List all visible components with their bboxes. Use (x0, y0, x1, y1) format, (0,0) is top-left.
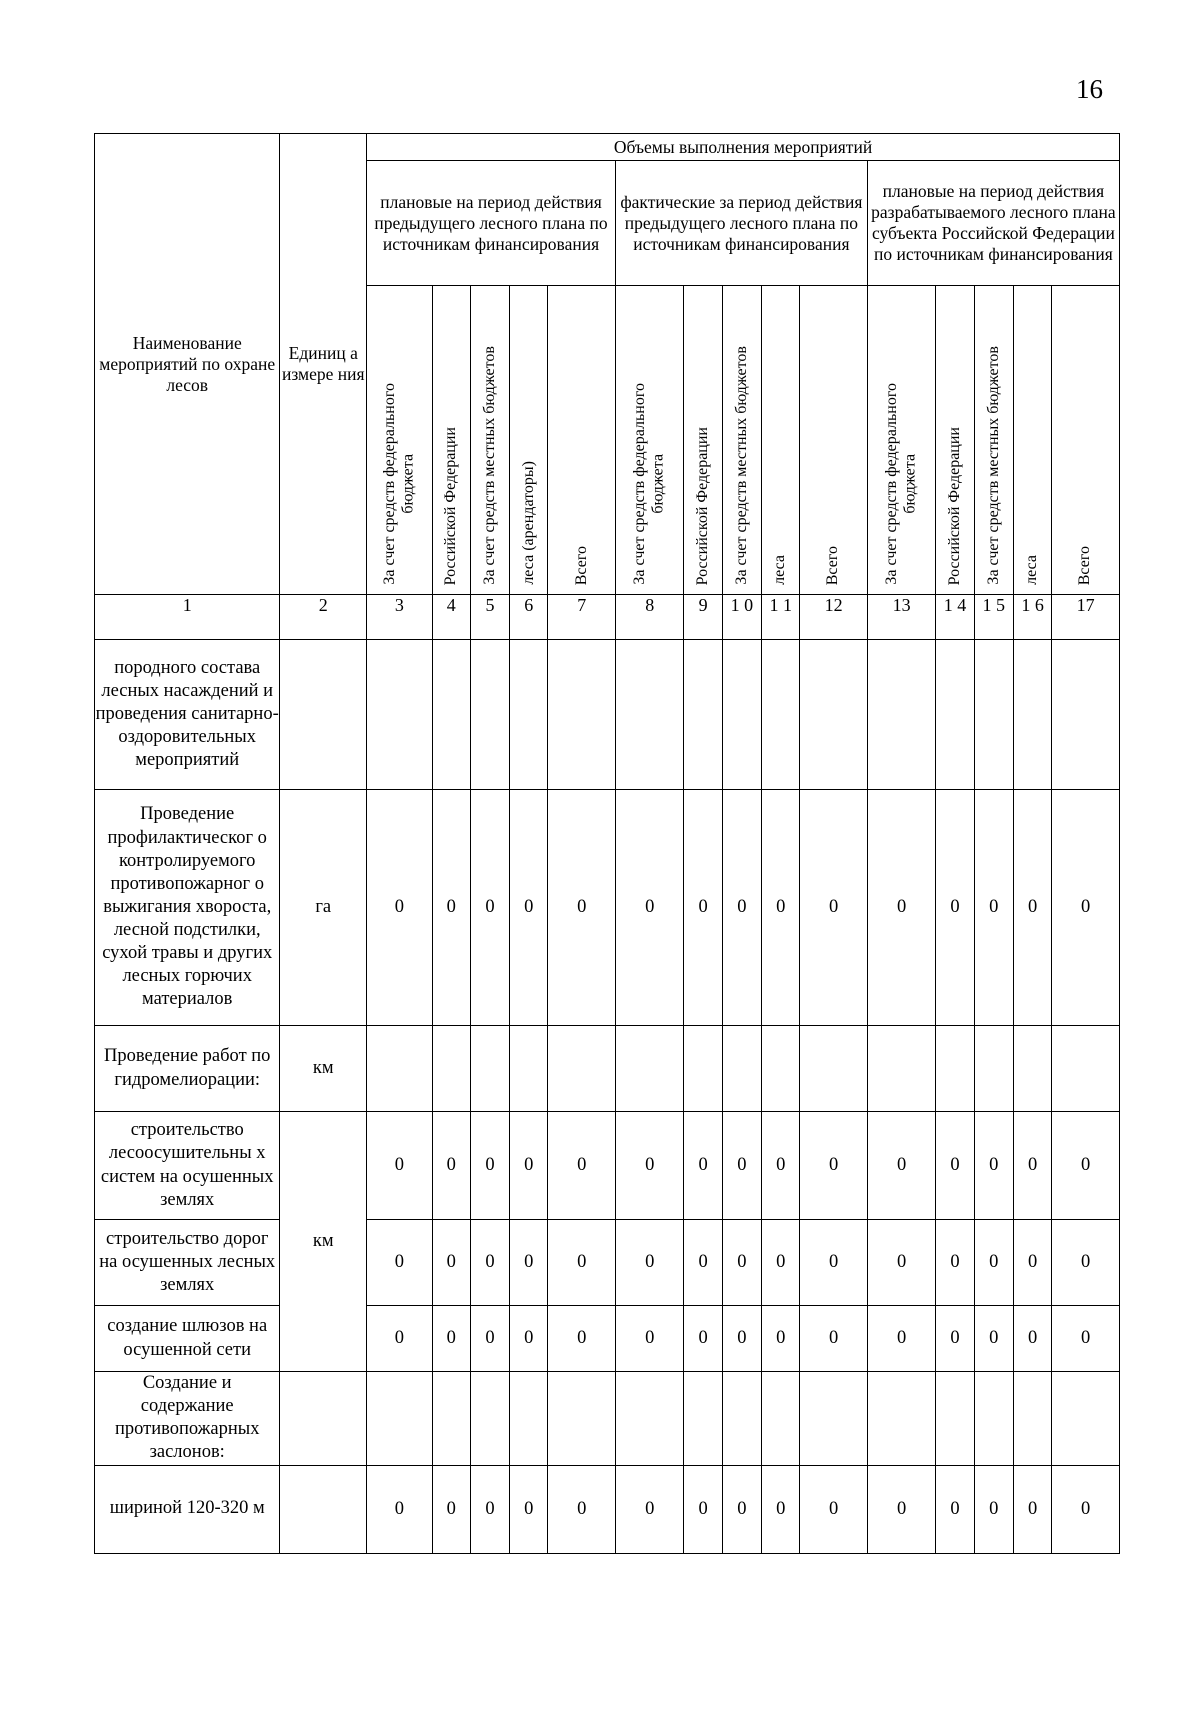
value-cell (432, 1026, 470, 1112)
subheader-line: Российской Федерации (442, 426, 460, 585)
column-number: 1 1 (762, 595, 800, 640)
column-number: 9 (684, 595, 722, 640)
value-cell: 0 (684, 1306, 722, 1372)
subheader-cell (432, 286, 470, 595)
value-cell (367, 1372, 433, 1466)
value-cell: 0 (470, 1220, 509, 1306)
value-cell: 0 (548, 1220, 616, 1306)
column-number: 4 (432, 595, 470, 640)
table-row (95, 1026, 1120, 1112)
value-cell: 0 (367, 1220, 433, 1306)
value-cell: 0 (1013, 1465, 1051, 1553)
value-cell: 0 (867, 790, 936, 1026)
subheader-line: бюджета (399, 454, 417, 515)
value-cell: 0 (974, 1465, 1013, 1553)
value-cell: 0 (367, 1306, 433, 1372)
column-number: 1 (95, 595, 280, 640)
value-cell (1052, 1372, 1120, 1466)
value-cell: 0 (470, 1306, 509, 1372)
subheader-label (733, 346, 751, 585)
value-cell: 0 (548, 790, 616, 1026)
subheader-line: Всего (572, 545, 590, 585)
column-number: 1 6 (1013, 595, 1051, 640)
value-cell: 0 (936, 1306, 974, 1372)
value-cell: 0 (936, 1112, 974, 1220)
value-cell: 0 (800, 1465, 868, 1553)
value-cell: 0 (974, 1306, 1013, 1372)
subheader-label (1076, 546, 1094, 585)
table-row (95, 790, 1120, 1026)
subheader-line: Российской Федерации (945, 426, 963, 585)
value-cell (1013, 1026, 1051, 1112)
unit-cell (280, 1372, 367, 1466)
value-cell (762, 1026, 800, 1112)
subheader-label (1023, 555, 1041, 585)
value-cell (684, 1026, 722, 1112)
subheader-line: Всего (1076, 545, 1094, 585)
value-cell (1052, 640, 1120, 790)
forest-protection-table (94, 133, 1120, 1554)
value-cell (800, 1026, 868, 1112)
subheader-label (694, 427, 712, 585)
value-cell: 0 (684, 1112, 722, 1220)
table-row (95, 640, 1120, 790)
subheader-line: леса (арендаторы) (519, 461, 537, 585)
value-cell: 0 (684, 1220, 722, 1306)
value-cell: 0 (684, 790, 722, 1026)
subheader-line: За счет средств федерального (631, 383, 649, 585)
value-cell (470, 1026, 509, 1112)
header-group-planned-previous: плановые на период действия предыдущего лесного плана по источникам финансирования (367, 161, 616, 286)
value-cell: 0 (548, 1112, 616, 1220)
column-number: 13 (867, 595, 936, 640)
subheader-cell (974, 286, 1013, 595)
value-cell: 0 (936, 1465, 974, 1553)
table-row (95, 1465, 1120, 1553)
value-cell: 0 (800, 1112, 868, 1220)
value-cell (974, 640, 1013, 790)
value-cell: 0 (762, 1465, 800, 1553)
value-cell (615, 1372, 684, 1466)
subheader-cell (722, 286, 761, 595)
value-cell (1013, 640, 1051, 790)
activity-name: Проведение работ по гидромелиорации: (95, 1026, 280, 1112)
subheader-line: За счет средств федерального (883, 383, 901, 585)
value-cell: 0 (800, 790, 868, 1026)
subheader-label (824, 546, 842, 585)
subheader-label (946, 427, 964, 585)
column-number: 3 (367, 595, 433, 640)
subheader-label (573, 546, 591, 585)
value-cell (936, 1026, 974, 1112)
subheader-label (381, 383, 418, 585)
header-group-planned-new: плановые на период действия разрабатываемого лесного плана субъекта Российской Федерации по источникам финансирования (867, 161, 1119, 286)
subheader-line: бюджета (649, 454, 667, 515)
value-cell: 0 (684, 1465, 722, 1553)
value-cell (722, 1372, 761, 1466)
subheader-label (631, 383, 668, 585)
value-cell (936, 640, 974, 790)
value-cell: 0 (432, 1112, 470, 1220)
value-cell: 0 (548, 1306, 616, 1372)
value-cell: 0 (470, 790, 509, 1026)
value-cell: 0 (1052, 1465, 1120, 1553)
value-cell (548, 640, 616, 790)
value-cell: 0 (722, 1465, 761, 1553)
subheader-line: Всего (824, 545, 842, 585)
value-cell: 0 (615, 1306, 684, 1372)
value-cell (510, 1372, 548, 1466)
table-row (95, 1372, 1120, 1466)
value-cell: 0 (974, 790, 1013, 1026)
subheader-cell (510, 286, 548, 595)
header-group-actual-previous: фактические за период действия предыдущего лесного плана по источникам финансирования (615, 161, 867, 286)
value-cell: 0 (510, 1220, 548, 1306)
value-cell: 0 (974, 1112, 1013, 1220)
page-number: 16 (1076, 74, 1103, 104)
activity-name: строительство дорог на осушенных лесных землях (95, 1220, 280, 1306)
value-cell: 0 (615, 1112, 684, 1220)
value-cell (762, 640, 800, 790)
subheader-cell (548, 286, 616, 595)
value-cell (722, 1026, 761, 1112)
subheader-label (771, 555, 789, 585)
value-cell (800, 1372, 868, 1466)
activity-name: Проведение профилактическог о контролируемого противопожарног о выжигания хвороста, лесной подстилки, сухой травы и других лесных горючих материалов (95, 790, 280, 1026)
value-cell: 0 (1052, 1306, 1120, 1372)
column-number: 5 (470, 595, 509, 640)
subheader-line: За счет средств местных бюджетов (732, 346, 750, 585)
value-cell: 0 (367, 790, 433, 1026)
column-number: 2 (280, 595, 367, 640)
subheader-cell (615, 286, 684, 595)
value-cell: 0 (722, 1112, 761, 1220)
column-number: 1 4 (936, 595, 974, 640)
activity-name: строительство лесоосушительны х систем на осушенных землях (95, 1112, 280, 1220)
value-cell: 0 (432, 1465, 470, 1553)
subheader-cell (1052, 286, 1120, 595)
subheader-line: За счет средств местных бюджетов (480, 346, 498, 585)
activity-name: породного состава лесных насаждений и проведения санитарно-оздоровительных мероприятий (95, 640, 280, 790)
subheader-cell (762, 286, 800, 595)
column-number: 7 (548, 595, 616, 640)
value-cell (800, 640, 868, 790)
column-number: 12 (800, 595, 868, 640)
value-cell: 0 (1013, 790, 1051, 1026)
value-cell (867, 1372, 936, 1466)
column-number: 17 (1052, 595, 1120, 640)
column-number: 6 (510, 595, 548, 640)
unit-cell (280, 640, 367, 790)
value-cell: 0 (1013, 1220, 1051, 1306)
unit-cell: км (280, 1026, 367, 1112)
column-number: 8 (615, 595, 684, 640)
value-cell: 0 (800, 1220, 868, 1306)
value-cell: 0 (432, 790, 470, 1026)
activity-name: создание шлюзов на осушенной сети (95, 1306, 280, 1372)
value-cell (867, 640, 936, 790)
value-cell: 0 (1013, 1306, 1051, 1372)
subheader-cell (867, 286, 936, 595)
subheader-label (883, 383, 920, 585)
value-cell: 0 (367, 1465, 433, 1553)
table-row (95, 1220, 1120, 1306)
value-cell (510, 640, 548, 790)
value-cell: 0 (548, 1465, 616, 1553)
header-activity-name: Наименование мероприятий по охране лесов (95, 134, 280, 595)
value-cell: 0 (510, 1465, 548, 1553)
value-cell: 0 (470, 1112, 509, 1220)
subheader-cell (684, 286, 722, 595)
activity-name: Создание и содержание противопожарных заслонов: (95, 1372, 280, 1466)
value-cell (615, 1026, 684, 1112)
subheader-cell (470, 286, 509, 595)
subheader-line: За счет средств федерального (380, 383, 398, 585)
value-cell (722, 640, 761, 790)
value-cell: 0 (867, 1220, 936, 1306)
header-volumes: Объемы выполнения мероприятий (367, 134, 1120, 161)
subheader-line: бюджета (901, 454, 919, 515)
unit-cell: км (280, 1112, 367, 1372)
value-cell (510, 1026, 548, 1112)
value-cell (974, 1372, 1013, 1466)
value-cell (432, 640, 470, 790)
value-cell: 0 (722, 1306, 761, 1372)
value-cell: 0 (510, 790, 548, 1026)
value-cell: 0 (1013, 1112, 1051, 1220)
value-cell: 0 (470, 1465, 509, 1553)
value-cell: 0 (762, 790, 800, 1026)
value-cell: 0 (615, 790, 684, 1026)
subheader-line: леса (771, 555, 789, 585)
value-cell (684, 640, 722, 790)
value-cell (1013, 1372, 1051, 1466)
value-cell: 0 (432, 1306, 470, 1372)
value-cell (974, 1026, 1013, 1112)
value-cell: 0 (936, 790, 974, 1026)
value-cell: 0 (615, 1465, 684, 1553)
subheader-line: За счет средств местных бюджетов (984, 346, 1002, 585)
value-cell: 0 (936, 1220, 974, 1306)
column-number: 1 5 (974, 595, 1013, 640)
table-row (95, 1112, 1120, 1220)
subheader-label (520, 461, 538, 585)
subheader-cell (1013, 286, 1051, 595)
value-cell (470, 640, 509, 790)
value-cell: 0 (867, 1306, 936, 1372)
value-cell: 0 (1052, 790, 1120, 1026)
value-cell (867, 1026, 936, 1112)
value-cell: 0 (867, 1465, 936, 1553)
value-cell: 0 (800, 1306, 868, 1372)
value-cell: 0 (1052, 1220, 1120, 1306)
value-cell: 0 (762, 1306, 800, 1372)
value-cell (432, 1372, 470, 1466)
value-cell (615, 640, 684, 790)
table-row (95, 1306, 1120, 1372)
value-cell: 0 (722, 1220, 761, 1306)
value-cell: 0 (367, 1112, 433, 1220)
subheader-label (442, 427, 460, 585)
value-cell: 0 (510, 1112, 548, 1220)
value-cell: 0 (722, 790, 761, 1026)
subheader-label (481, 346, 499, 585)
value-cell: 0 (510, 1306, 548, 1372)
value-cell: 0 (762, 1220, 800, 1306)
value-cell (367, 1026, 433, 1112)
value-cell (548, 1026, 616, 1112)
unit-cell (280, 1465, 367, 1553)
header-unit: Единиц а измере ния (280, 134, 367, 595)
unit-cell: га (280, 790, 367, 1026)
value-cell: 0 (974, 1220, 1013, 1306)
subheader-line: леса (1023, 555, 1041, 585)
value-cell (936, 1372, 974, 1466)
value-cell (1052, 1026, 1120, 1112)
value-cell: 0 (615, 1220, 684, 1306)
value-cell (470, 1372, 509, 1466)
subheader-line: Российской Федерации (693, 426, 711, 585)
subheader-cell (800, 286, 868, 595)
subheader-label (985, 346, 1003, 585)
value-cell: 0 (867, 1112, 936, 1220)
value-cell (367, 640, 433, 790)
subheader-cell (936, 286, 974, 595)
value-cell (684, 1372, 722, 1466)
value-cell: 0 (432, 1220, 470, 1306)
value-cell: 0 (1052, 1112, 1120, 1220)
value-cell: 0 (762, 1112, 800, 1220)
value-cell (548, 1372, 616, 1466)
subheader-cell (367, 286, 433, 595)
column-number: 1 0 (722, 595, 761, 640)
value-cell (762, 1372, 800, 1466)
activity-name: шириной 120-320 м (95, 1465, 280, 1553)
